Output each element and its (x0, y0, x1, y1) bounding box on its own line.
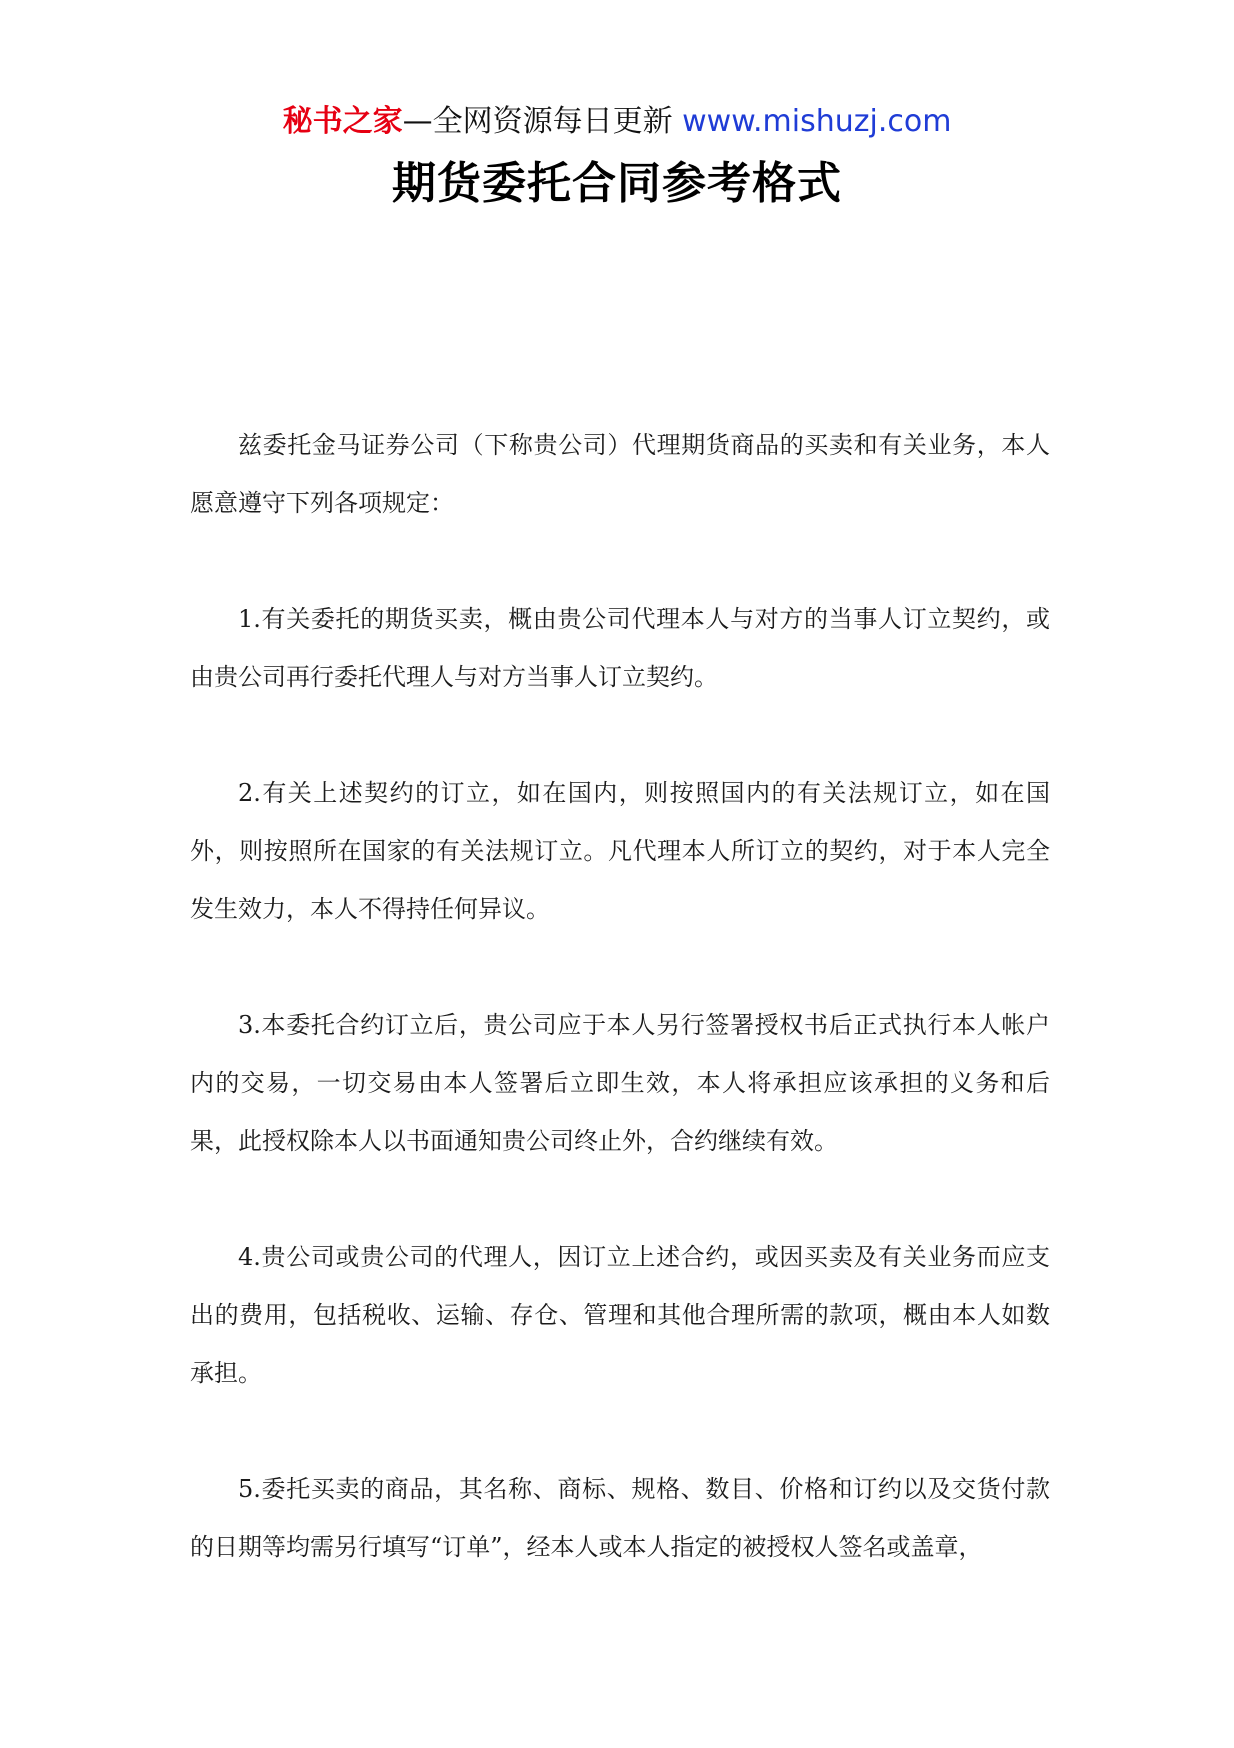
brand-name: 秘书之家 (282, 104, 403, 139)
clause-3-paragraph: 3.本委托合约订立后，贵公司应于本人另行签署授权书后正式执行本人帐户内的交易，一切交易由本人签署后立即生效，本人将承担应该承担的义务和后果，此授权除本人以书面通知贵公司终止外，合约继续有效。 (190, 1011, 1050, 1155)
document-title: 期货委托合同参考格式 (392, 158, 842, 209)
site-banner (0, 100, 1234, 144)
clause-5-paragraph: 5.委托买卖的商品，其名称、商标、规格、数目、价格和订约以及交货付款的日期等均需另行填写“订单”，经本人或本人指定的被授权人签名或盖章， (190, 1475, 1050, 1561)
site-url-link[interactable]: www.mishuzj.com (682, 104, 952, 139)
clause-4-paragraph: 4.贵公司或贵公司的代理人，因订立上述合约，或因买卖及有关业务而应支出的费用，包括税收、运输、存仓、管理和其他合理所需的款项，概由本人如数承担。 (190, 1243, 1050, 1387)
clause-1-paragraph: 1.有关委托的期货买卖，概由贵公司代理本人与对方的当事人订立契约，或由贵公司再行委托代理人与对方当事人订立契约。 (190, 605, 1050, 691)
clause-2-paragraph: 2.有关上述契约的订立，如在国内，则按照国内的有关法规订立，如在国外，则按照所在国家的有关法规订立。凡代理本人所订立的契约，对于本人完全发生效力，本人不得持任何异议。 (190, 779, 1050, 923)
intro-paragraph: 兹委托金马证券公司（下称贵公司）代理期货商品的买卖和有关业务，本人愿意遵守下列各项规定： (190, 431, 1050, 517)
banner-tagline: —全网资源每日更新 (402, 104, 683, 139)
document-body (190, 416, 1050, 1634)
